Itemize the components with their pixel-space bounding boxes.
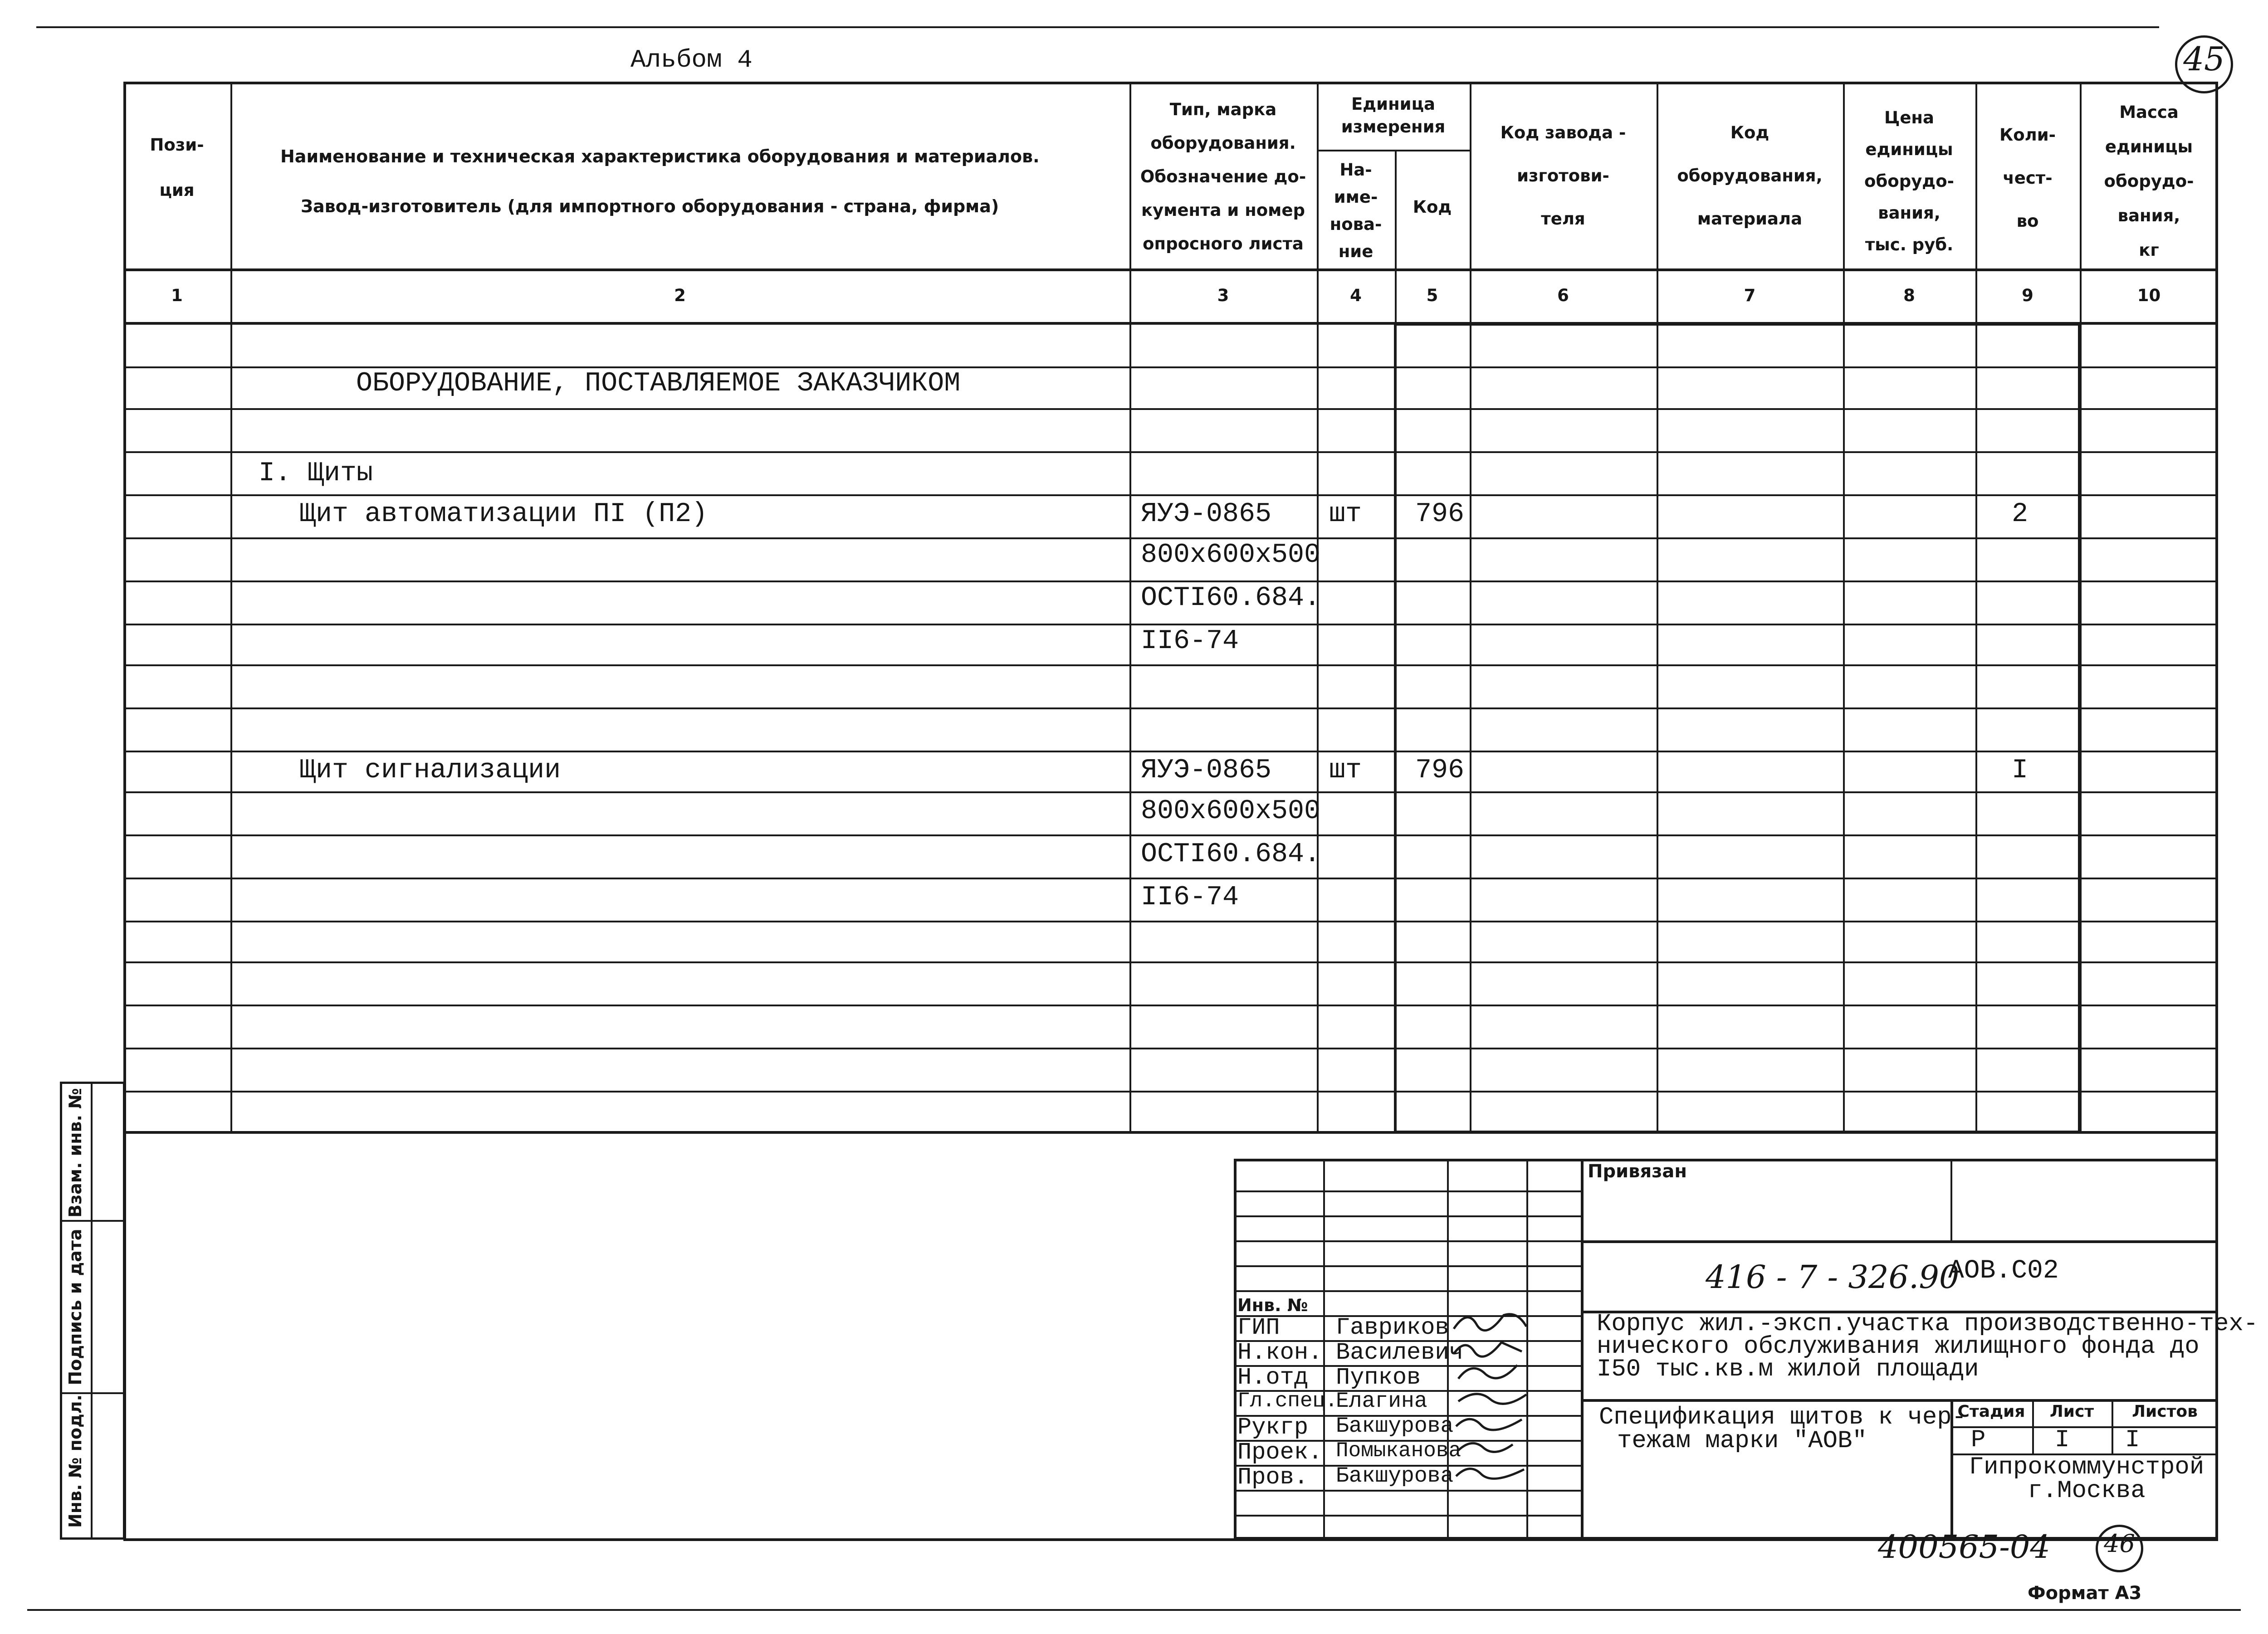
item1-name: Щит автоматизации ПI (П2) xyxy=(299,499,708,530)
row-line xyxy=(123,580,2218,582)
item2-standard: ОСТI60.684. xyxy=(1141,839,1321,870)
role-group-lead: Рукгр xyxy=(1237,1414,1309,1441)
header-factory-code: Код завода - изготови- теля xyxy=(1500,123,1626,229)
header-quantity: Коли- чест- во xyxy=(1999,125,2056,231)
header-position: Пози- ция xyxy=(150,135,204,200)
object-name xyxy=(1597,1310,2258,1383)
row-line xyxy=(123,921,2218,922)
header-mass: Масса единицы оборудо- вания, кг xyxy=(2104,102,2194,260)
role-dept-head: Н.отд xyxy=(1237,1364,1309,1391)
tb-stage-row xyxy=(1950,1426,2218,1428)
signatures xyxy=(1449,1306,1531,1488)
col-number-9: 9 xyxy=(2022,286,2033,305)
side-label-signature: Подпись и дата xyxy=(65,1229,85,1385)
col-number-3: 3 xyxy=(1217,286,1229,305)
section-title: ОБОРУДОВАНИЕ, ПОСТАВЛЯЕМОЕ ЗАКАЗЧИКОМ xyxy=(356,368,961,399)
row-line xyxy=(123,751,2218,752)
row-line xyxy=(123,624,2218,625)
row-line xyxy=(123,878,2218,879)
name-norm-control: Василевич xyxy=(1336,1339,1463,1366)
organization xyxy=(1955,1456,2218,1503)
item2-dimensions: 800х600х500 xyxy=(1141,796,1321,827)
object-name-line-1: Корпус жил.-эксп.участка производственно-тех- xyxy=(1597,1310,2258,1338)
tb-row xyxy=(1234,1290,1581,1292)
sheet-label: Лист xyxy=(2049,1402,2094,1421)
row-line xyxy=(123,791,2218,793)
row-line xyxy=(123,494,2218,496)
tb-right-row xyxy=(1581,1399,2218,1402)
signature-designer xyxy=(1458,1443,1513,1452)
tb-row xyxy=(1234,1265,1581,1267)
bottom-border-line xyxy=(27,1609,2241,1611)
row-line xyxy=(123,1048,2218,1049)
col-number-10: 10 xyxy=(2137,286,2161,305)
header-price: Цена единицы оборудо- вания, тыс. руб. xyxy=(1864,108,1954,254)
signature-gip xyxy=(1454,1314,1526,1331)
organization-city: г.Москва xyxy=(2028,1477,2146,1505)
side-label-inv-podl: Инв. № подл. xyxy=(65,1394,85,1528)
role-designer: Проек. xyxy=(1237,1439,1323,1466)
col-number-2: 2 xyxy=(674,286,686,305)
row-line xyxy=(123,451,2218,453)
row-line xyxy=(123,408,2218,410)
col-number-4: 4 xyxy=(1350,286,1362,305)
name-checker: Бакшурова xyxy=(1336,1464,1454,1488)
header-bottom-line xyxy=(123,268,2218,271)
top-border-line xyxy=(36,26,2159,28)
item1-code: 796 xyxy=(1415,499,1465,530)
tb-row xyxy=(1234,1240,1581,1242)
stage-label: Стадия xyxy=(1957,1402,2025,1421)
item2-standard-year: II6-74 xyxy=(1141,882,1239,913)
item1-type: ЯУЭ-0865 xyxy=(1141,499,1272,530)
sheet-value: I xyxy=(2055,1426,2070,1454)
code-block-frame xyxy=(1394,323,2081,1133)
document-title-line-1: Спецификация щитов к чер- xyxy=(1599,1404,1967,1431)
header-unit-name: На- име- нова- ние xyxy=(1330,160,1382,261)
signature-group-lead xyxy=(1456,1419,1522,1430)
unit-subheader-line xyxy=(1317,150,1470,151)
row-line xyxy=(123,834,2218,836)
header-name: Наименование и техническая характеристика оборудования и материалов. Завод-изготовитель (для импортного оборудования - страна, фирма) xyxy=(280,146,1040,216)
role-checker: Пров. xyxy=(1237,1464,1309,1491)
row-line xyxy=(123,664,2218,666)
album-label: Альбом 4 xyxy=(631,45,753,74)
name-chief-spec: Елагина xyxy=(1336,1389,1427,1414)
number-row-bottom-line xyxy=(123,322,2218,325)
page-number: 46 xyxy=(2104,1529,2135,1558)
signature-chief-spec xyxy=(1458,1394,1526,1404)
sheets-label: Листов xyxy=(2132,1402,2198,1421)
header-type: Тип, марка оборудования. Обозначение до- кумента и номер опросного листа xyxy=(1140,100,1306,254)
item2-type: ЯУЭ-0865 xyxy=(1141,755,1272,786)
row-line xyxy=(123,1091,2218,1093)
side-stamp-divider xyxy=(91,1082,93,1540)
item1-quantity: 2 xyxy=(2012,499,2028,530)
document-code: АОВ.С02 xyxy=(1948,1256,2059,1286)
name-designer: Помыканова xyxy=(1336,1439,1461,1463)
project-number: 416 - 7 - 326.90 xyxy=(1706,1258,1960,1296)
row-line xyxy=(123,537,2218,539)
privyazan-label: Привязан xyxy=(1588,1161,1687,1182)
item2-quantity: I xyxy=(2012,755,2028,786)
format-label: Формат А3 xyxy=(2028,1583,2142,1604)
document-title xyxy=(1599,1406,1966,1453)
signature-norm-control xyxy=(1454,1342,1522,1356)
col-number-1: 1 xyxy=(171,286,183,305)
sheets-value: I xyxy=(2125,1426,2140,1454)
object-name-line-2: нического обслуживания жилищного фонда до xyxy=(1597,1333,2200,1361)
item1-unit: шт xyxy=(1329,499,1362,530)
inventory-stamp: 400565-04 xyxy=(1878,1528,2050,1566)
tb-privyazan-divider xyxy=(1950,1159,1952,1240)
inv-label: Инв. № xyxy=(1237,1295,1308,1315)
header-unit: Единица измерения xyxy=(1341,94,1446,137)
item2-name: Щит сигнализации xyxy=(299,755,561,786)
item1-dimensions: 800х600х500 xyxy=(1141,540,1321,571)
tb-col xyxy=(1581,1159,1584,1540)
side-label-replaced-inv: Взам. инв. № xyxy=(65,1088,85,1218)
tb-row xyxy=(1234,1515,1581,1517)
col-line-1 xyxy=(230,82,232,1134)
signature-checker xyxy=(1456,1469,1524,1479)
col-number-7: 7 xyxy=(1744,286,1756,305)
item2-unit: шт xyxy=(1329,755,1362,786)
object-name-line-3: I50 тыс.кв.м жилой площади xyxy=(1597,1356,1979,1383)
col-number-5: 5 xyxy=(1426,286,1438,305)
role-gip: ГИП xyxy=(1237,1314,1280,1341)
document-title-line-2: тежам марки "АОВ" xyxy=(1617,1427,1867,1455)
item1-standard: ОСТI60.684. xyxy=(1141,583,1321,614)
sheet-number-top: 45 xyxy=(2183,40,2225,78)
group-title: I. Щиты xyxy=(259,458,373,489)
row-line xyxy=(123,707,2218,709)
organization-name: Гипрокоммунстрой xyxy=(1969,1454,2204,1481)
item2-code: 796 xyxy=(1415,755,1465,786)
row-line xyxy=(123,1005,2218,1006)
role-norm-control: Н.кон. xyxy=(1237,1339,1323,1366)
signature-dept-head xyxy=(1458,1365,1517,1379)
row-line xyxy=(123,961,2218,963)
col-number-8: 8 xyxy=(1903,286,1915,305)
name-gip: Гавриков xyxy=(1336,1314,1449,1341)
header-equipment-code: Код оборудования, материала xyxy=(1677,123,1823,229)
role-chief-spec: Гл.спец. xyxy=(1237,1389,1338,1413)
col-number-6: 6 xyxy=(1557,286,1569,305)
tb-row xyxy=(1234,1215,1581,1217)
tb-right-row xyxy=(1581,1240,2218,1243)
header-unit-code: Код xyxy=(1413,197,1452,217)
stage-value: Р xyxy=(1971,1426,1986,1454)
name-group-lead: Бакшурова xyxy=(1336,1414,1454,1439)
name-dept-head: Пупков xyxy=(1336,1364,1421,1391)
tb-row xyxy=(1234,1190,1581,1192)
item1-standard-year: II6-74 xyxy=(1141,626,1239,657)
